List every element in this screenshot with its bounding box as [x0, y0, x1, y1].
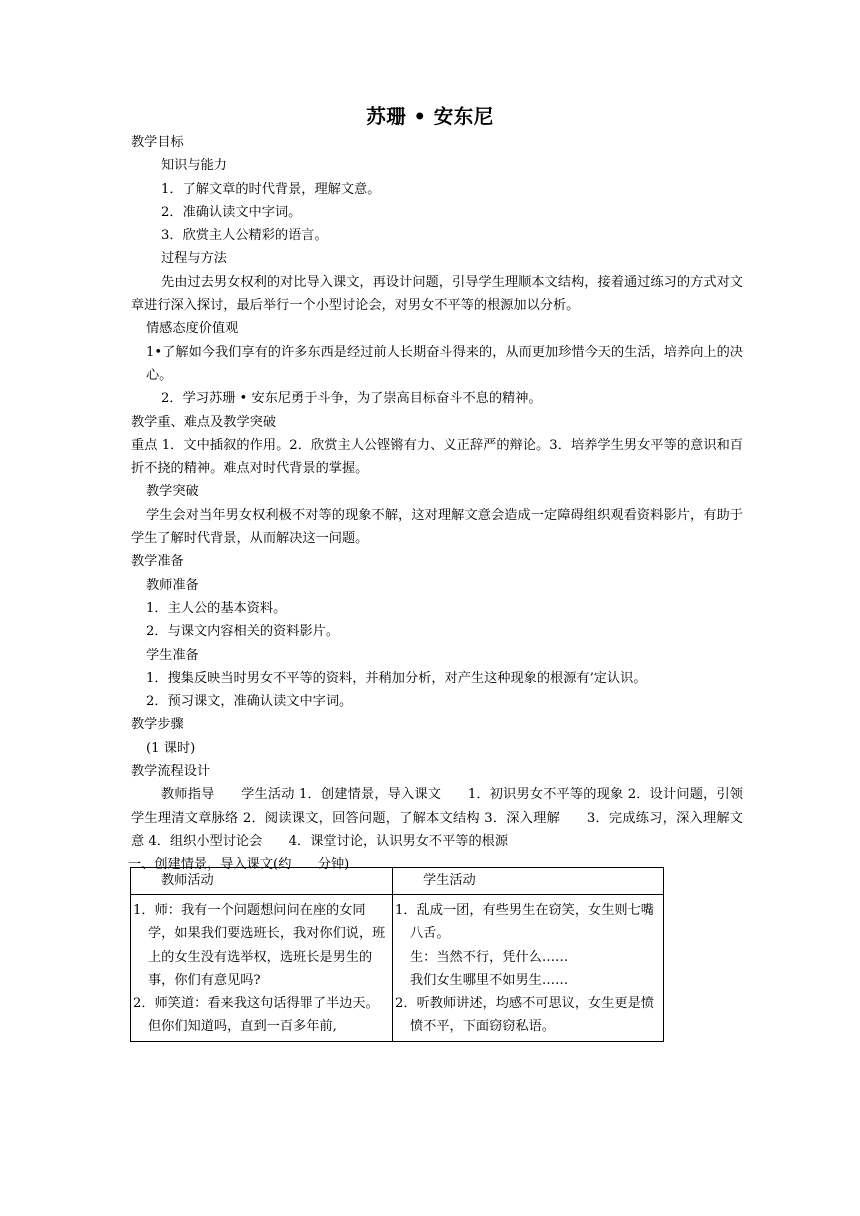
document-title: 苏珊 • 安东尼	[366, 105, 494, 128]
heading-flow-design: 教学流程设计	[131, 764, 211, 780]
values-item: 1•了解如今我们享有的许多东西是经过前人长期奋斗得来的，从而更加珍惜今天的生活，培养向上的决心。	[146, 344, 743, 383]
goal-item: 1．了解文章的时代背景，理解文意。	[161, 181, 381, 197]
prep-item: 2．预习课文，准确认读文中字词。	[146, 694, 353, 710]
table-header-teacher: 教师活动	[131, 868, 393, 895]
breakthrough-paragraph: 学生会对当年男女权利极不对等的现象不解，这对理解文意会造成一定障碍组织观看资料影片，有助于学生了解时代背景，从而解决这一问题。	[131, 507, 743, 547]
table-header-row	[131, 868, 664, 895]
table-row	[131, 895, 664, 1042]
subheading-student-prep: 学生准备	[146, 647, 199, 663]
student-item: 2．听教师讲述，均感不可思议，女生更是愤愤不平，下面窃窃私语。	[395, 996, 654, 1035]
teacher-activity-cell	[131, 895, 393, 1042]
section-heading-one: 一、创建情景，导入课文(约 分钟)	[128, 857, 350, 873]
prep-item: 1．主人公的基本资料。	[146, 600, 287, 616]
table-header-student: 学生活动	[393, 868, 664, 895]
process-paragraph: 先由过去男女权利的对比导入课文，再设计问题，引导学生理顺本文结构，接着通过练习的方式对文章进行深入探讨，最后举行一个小型讨论会，对男女不平等的根源加以分析。	[131, 274, 743, 314]
document-body	[128, 131, 743, 877]
goal-item: 2．准确认读文中字词。	[161, 204, 302, 220]
subheading-teacher-prep: 教师准备	[146, 577, 199, 593]
values-item: 2．学习苏珊 • 安东尼勇于斗争，为了崇高目标奋斗不息的精神。	[161, 391, 542, 407]
heading-teaching-goals: 教学目标	[131, 135, 184, 150]
teacher-item: 2．师笑道：看来我这句话得罪了半边天。但你们知道吗，直到一百多年前,	[133, 996, 379, 1035]
subheading-breakthrough: 教学突破	[146, 484, 199, 500]
student-activity-cell	[393, 895, 664, 1042]
student-sub-item: 我们女生哪里不如男生……	[410, 972, 569, 988]
lesson-count: (1 课时)	[146, 740, 196, 756]
subheading-process: 过程与方法	[161, 251, 227, 267]
student-item: 1．乱成一团，有些男生在窃笑，女生则七嘴八舌。	[395, 903, 654, 942]
activity-table	[130, 867, 664, 1042]
goal-item: 3．欣赏主人公精彩的语言。	[161, 228, 328, 244]
heading-steps: 教学步骤	[131, 717, 184, 733]
prep-item: 2．与课文内容相关的资料影片。	[146, 624, 340, 640]
heading-key-points: 教学重、难点及教学突破	[131, 414, 277, 430]
teacher-item: 1．师：我有一个问题想问问在座的女同学，如果我们要选班长，我对你们说，班上的女生没有选举权，选班长是男生的事，你们有意见吗?	[133, 903, 386, 988]
subheading-knowledge: 知识与能力	[161, 158, 227, 174]
flow-design-paragraph: 教师指导 学生活动 1．创建情景，导入课文 1．初识男女不平等的现象 2．设计问题，引领学生理清文章脉络 2．阅读课文，回答问题，了解本文结构 3．深入理解 3．完成练习，深入理解文意 4．组织小型讨论会 4．课堂讨论，认识男女不平等的根源	[131, 787, 743, 849]
heading-preparation: 教学准备	[131, 554, 184, 570]
prep-item: 1．搜集反映当时男女不平等的资料，并稍加分析，对产生这种现象的根源有’定认识。	[146, 670, 647, 686]
student-sub-item: 生：当然不行，凭什么……	[410, 949, 569, 965]
key-points-paragraph: 重点 1．文中插叙的作用。2．欣赏主人公铿锵有力、义正辞严的辩论。3．培养学生男女平等的意识和百折不挠的精神。难点对时代背景的掌握。	[131, 437, 743, 477]
subheading-values: 情感态度价值观	[146, 321, 239, 337]
